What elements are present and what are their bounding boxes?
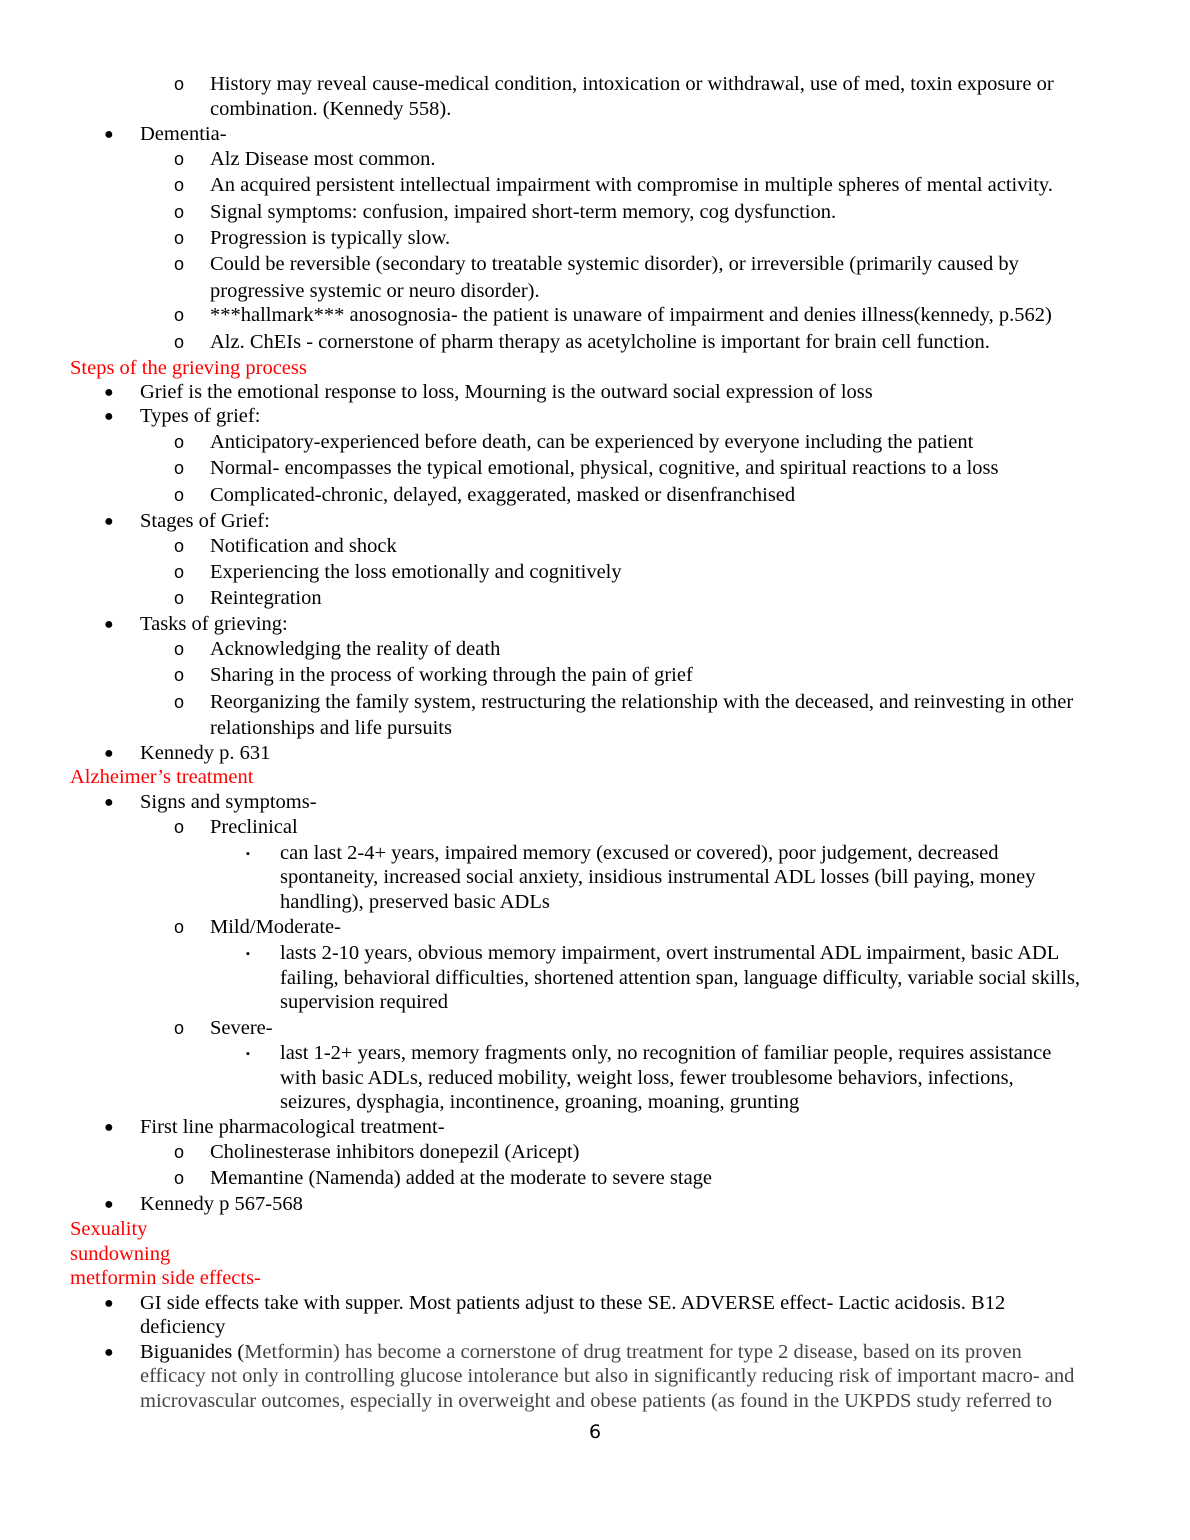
biguanides-line-1: [140, 1340, 1022, 1365]
bullet-level2: o: [174, 692, 185, 712]
grief-task-item: Acknowledging the reality of death: [210, 638, 501, 660]
bullet-level1: ●: [104, 1295, 114, 1312]
dementia-item: Progression is typically slow.: [210, 227, 451, 249]
grief-reference: Kennedy p. 631: [140, 742, 271, 764]
bullet-level1: ●: [104, 1344, 114, 1361]
grieving-heading: Steps of the grieving process: [70, 357, 307, 379]
metformin-heading: metformin side effects-: [70, 1267, 261, 1289]
bullet-level3: ▪: [246, 848, 250, 860]
sexuality-heading: Sexuality: [70, 1218, 148, 1240]
bullet-level1: ●: [104, 408, 114, 425]
moderate-line: failing, behavioral difficulties, shortened attention span, language difficulty, variable social skills,: [280, 967, 1081, 989]
alzheimers-heading: Alzheimer’s treatment: [70, 766, 254, 788]
grief-task-item: Reorganizing the family system, restructuring the relationship with the deceased, and reinvesting in other: [210, 691, 1074, 713]
bullet-level2: o: [174, 1018, 185, 1038]
bullet-level2: o: [174, 175, 185, 195]
bullet-level2: o: [174, 458, 185, 478]
signs-symptoms-label: Signs and symptoms-: [140, 791, 317, 813]
bullet-level2: o: [174, 432, 185, 452]
bullet-level1: ●: [104, 794, 114, 811]
delirium-history-line-2: combination. (Kennedy 558).: [210, 98, 452, 120]
bullet-level2: o: [174, 917, 185, 937]
preclinical-line: handling), preserved basic ADLs: [280, 891, 550, 913]
grief-task-item: Sharing in the process of working through the pain of grief: [210, 664, 693, 686]
grief-task-item-continued: relationships and life pursuits: [210, 717, 452, 739]
moderate-label: Mild/Moderate-: [210, 916, 341, 938]
bullet-level2: o: [174, 305, 185, 325]
preclinical-line: spontaneity, increased social anxiety, insidious instrumental ADL losses (bill paying, money: [280, 866, 1036, 888]
alzheimers-reference: Kennedy p 567-568: [140, 1193, 303, 1215]
metformin-gi-line-1: GI side effects take with supper. Most patients adjust to these SE. ADVERSE effect- Lactic acidosis. B12: [140, 1292, 1006, 1314]
bullet-level3: ▪: [246, 948, 250, 960]
firstline-label: First line pharmacological treatment-: [140, 1116, 445, 1138]
dementia-item: Could be reversible (secondary to treatable systemic disorder), or irreversible (primarily caused by: [210, 253, 1019, 275]
firstline-item: Memantine (Namenda) added at the moderate to severe stage: [210, 1167, 713, 1189]
bullet-level2: o: [174, 562, 185, 582]
bullet-level2: o: [174, 1142, 185, 1162]
bullet-level2: o: [174, 485, 185, 505]
firstline-item: Cholinesterase inhibitors donepezil (Aricept): [210, 1141, 580, 1163]
biguanides-line-2: efficacy not only in controlling glucose intolerance but also in significantly reducing risk of important macro- and: [140, 1365, 1075, 1387]
severe-line: with basic ADLs, reduced mobility, weight loss, fewer troublesome behaviors, infections,: [280, 1067, 1014, 1089]
biguanides-prefix: Biguanides (: [140, 1341, 245, 1363]
grief-type-item: Complicated-chronic, delayed, exaggerated, masked or disenfranchised: [210, 484, 796, 506]
bullet-level2: o: [174, 588, 185, 608]
grief-stage-item: Reintegration: [210, 587, 322, 609]
dementia-item: Alz. ChEIs - cornerstone of pharm therapy as acetylcholine is important for brain cell function.: [210, 331, 990, 353]
bullet-level2: o: [174, 332, 185, 352]
bullet-level1: ●: [104, 126, 114, 143]
bullet-level1: ●: [104, 384, 114, 401]
moderate-line: lasts 2-10 years, obvious memory impairment, overt instrumental ADL impairment, basic ADL: [280, 942, 1060, 964]
grief-type-item: Anticipatory-experienced before death, can be experienced by everyone including the patient: [210, 431, 974, 453]
preclinical-label: Preclinical: [210, 816, 298, 838]
dementia-item: ***hallmark*** anosognosia- the patient is unaware of impairment and denies illness(kennedy, p.562): [210, 304, 1052, 326]
grief-stage-item: Notification and shock: [210, 535, 397, 557]
grief-stage-item: Experiencing the loss emotionally and cognitively: [210, 561, 622, 583]
bullet-level2: o: [174, 254, 185, 274]
delirium-history-line-1: History may reveal cause-medical condition, intoxication or withdrawal, use of med, toxin exposure or: [210, 73, 1054, 95]
bullet-level2: o: [174, 1168, 185, 1188]
severe-line: last 1-2+ years, memory fragments only, no recognition of familiar people, requires assistance: [280, 1042, 1052, 1064]
bullet-level2: o: [174, 149, 185, 169]
bullet-level1: ●: [104, 745, 114, 762]
sundowning-heading: sundowning: [70, 1243, 171, 1265]
bullet-level2: o: [174, 228, 185, 248]
bullet-level3: ▪: [246, 1048, 250, 1060]
bullet-level2: o: [174, 74, 185, 94]
grief-stages-label: Stages of Grief:: [140, 510, 270, 532]
bullet-level2: o: [174, 202, 185, 222]
dementia-label: Dementia-: [140, 123, 227, 145]
severe-line: seizures, dysphagia, incontinence, groaning, moaning, grunting: [280, 1091, 800, 1113]
dementia-item: An acquired persistent intellectual impairment with compromise in multiple spheres of mental activity.: [210, 174, 1053, 196]
moderate-line: supervision required: [280, 991, 448, 1013]
grief-type-item: Normal- encompasses the typical emotional, physical, cognitive, and spiritual reactions to a loss: [210, 457, 999, 479]
preclinical-line: can last 2-4+ years, impaired memory (excused or covered), poor judgement, decreased: [280, 842, 999, 864]
metformin-gi-line-2: deficiency: [140, 1316, 226, 1338]
bullet-level2: o: [174, 536, 185, 556]
dementia-item-continued: progressive systemic or neuro disorder).: [210, 280, 540, 302]
dementia-item: Signal symptoms: confusion, impaired short-term memory, cog dysfunction.: [210, 201, 837, 223]
biguanides-line-3: microvascular outcomes, especially in overweight and obese patients (as found in the UKPDS study referred to: [140, 1390, 1052, 1412]
page-number: 6: [588, 1421, 602, 1443]
grief-types-label: Types of grief:: [140, 405, 261, 427]
grief-definition: Grief is the emotional response to loss, Mourning is the outward social expression of loss: [140, 381, 873, 403]
bullet-level1: ●: [104, 616, 114, 633]
bullet-level2: o: [174, 639, 185, 659]
bullet-level2: o: [174, 665, 185, 685]
bullet-level1: ●: [104, 1196, 114, 1213]
severe-label: Severe-: [210, 1017, 273, 1039]
bullet-level2: o: [174, 817, 185, 837]
bullet-level1: ●: [104, 513, 114, 530]
biguanides-text: Metformin) has become a cornerstone of drug treatment for type 2 disease, based on its proven: [244, 1341, 1022, 1363]
dementia-item: Alz Disease most common.: [210, 148, 436, 170]
grief-tasks-label: Tasks of grieving:: [140, 613, 288, 635]
bullet-level1: ●: [104, 1119, 114, 1136]
